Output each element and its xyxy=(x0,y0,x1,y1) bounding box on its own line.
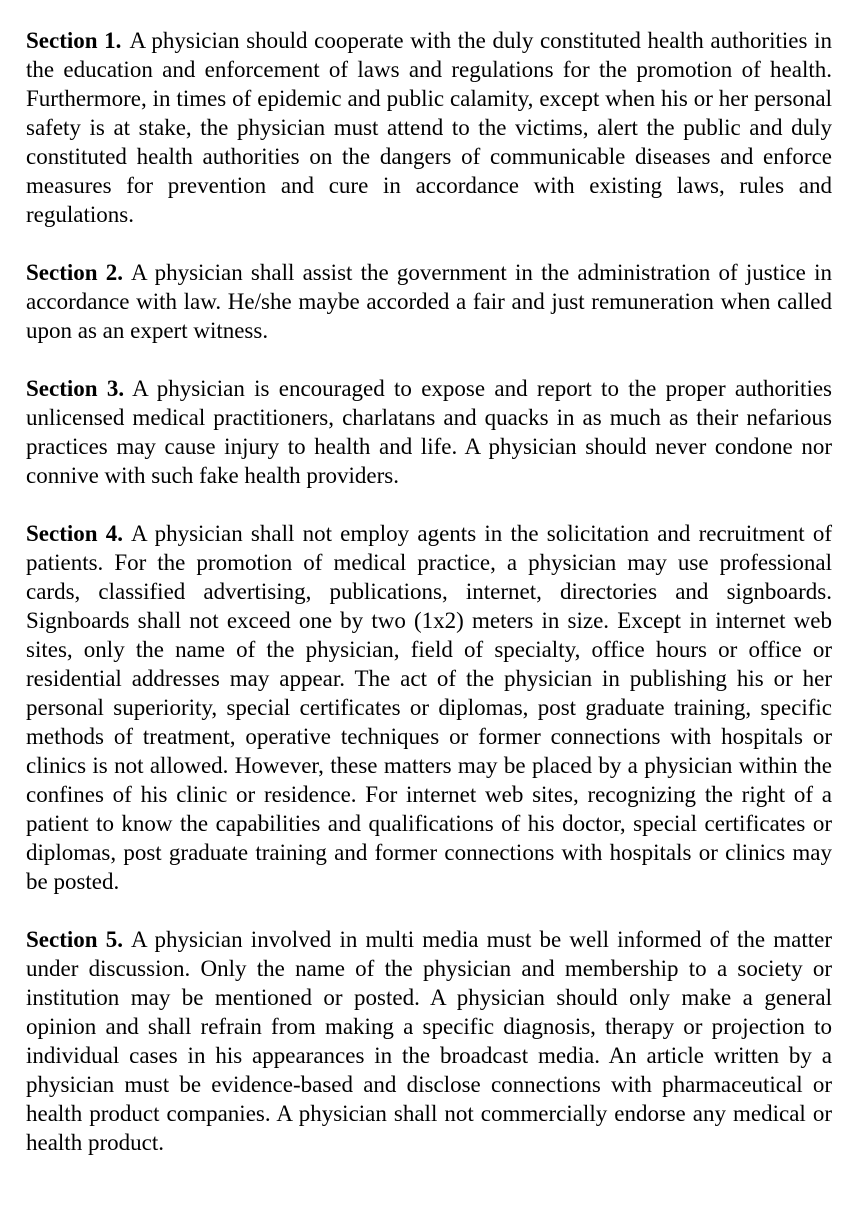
section-3-heading: Section 3. xyxy=(26,376,125,401)
section-2 xyxy=(26,258,832,345)
section-2-heading: Section 2. xyxy=(26,260,124,285)
document-page xyxy=(26,26,832,1186)
section-3-body: A physician is encouraged to expose and report to the proper authorities unlicensed medical practitioners, charlatans and quacks in as much as their nefarious practices may cause injury to health and life. A physician should never condone nor connive with such fake health providers. xyxy=(26,376,832,488)
section-4-body: A physician shall not employ agents in the solicitation and recruitment of patients. For the promotion of medical practice, a physician may use professional cards, classified advertising, publications, internet, directories and signboards. Signboards shall not exceed one by two (1x2) meters in size. Except in internet web sites, only the name of the physician, field of specialty, office hours or office or residential addresses may appear. The act of the physician in publishing his or her personal superiority, special certificates or diplomas, post graduate training, specific methods of treatment, operative techniques or former connections with hospitals or clinics is not allowed. However, these matters may be placed by a physician within the confines of his clinic or residence. For internet web sites, recognizing the right of a patient to know the capabilities and qualifications of his doctor, special certificates or diplomas, post graduate training and former connections with hospitals or clinics may be posted. xyxy=(26,521,832,894)
section-1-heading: Section 1. xyxy=(26,28,122,53)
section-1-body: A physician should cooperate with the duly constituted health authorities in the education and enforcement of laws and regulations for the promotion of health. Furthermore, in times of epidemic and public calamity, except when his or her personal safety is at stake, the physician must attend to the victims, alert the public and duly constituted health authorities on the dangers of communicable diseases and enforce measures for prevention and cure in accordance with existing laws, rules and regulations. xyxy=(26,28,832,227)
section-5-heading: Section 5. xyxy=(26,927,123,952)
section-5 xyxy=(26,925,832,1157)
section-4-heading: Section 4. xyxy=(26,521,124,546)
section-5-body: A physician involved in multi media must be well informed of the matter under discussion. Only the name of the physician and membership to a society or institution may be mentioned or posted. A physician should only make a general opinion and shall refrain from making a specific diagnosis, therapy or projection to individual cases in his appearances in the broadcast media. An article written by a physician must be evidence-based and disclose connections with pharmaceutical or health product companies. A physician shall not commercially endorse any medical or health product. xyxy=(26,927,832,1155)
section-3 xyxy=(26,374,832,490)
section-1 xyxy=(26,26,832,229)
section-4 xyxy=(26,519,832,896)
section-2-body: A physician shall assist the government in the administration of justice in accordance with law. He/she maybe accorded a fair and just remuneration when called upon as an expert witness. xyxy=(26,260,832,343)
